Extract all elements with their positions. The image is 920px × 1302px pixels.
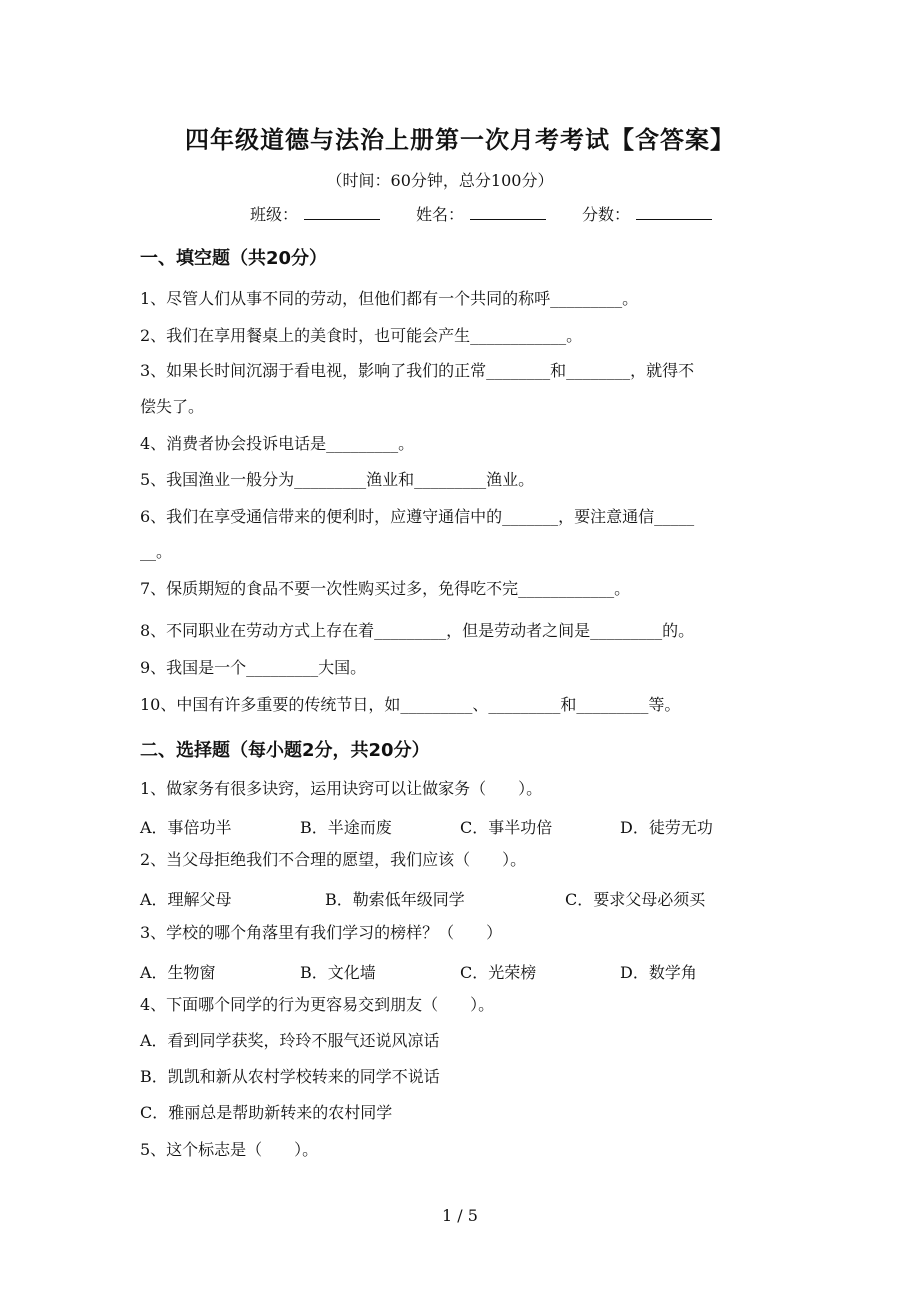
fill-question-6: 6、我们在享受通信带来的便利时，应遵守通信中的_______，要注意通信_____ xyxy=(140,507,695,526)
fill-question-8: 8、不同职业在劳动方式上存在着_________，但是劳动者之间是_________的。 xyxy=(140,621,695,640)
option-c[interactable]: C．要求父母必须买 xyxy=(565,890,706,909)
option-a[interactable]: A．事倍功半 xyxy=(140,818,232,837)
name-label: 姓名： xyxy=(416,205,465,224)
option-c[interactable]: C．光荣榜 xyxy=(460,963,537,982)
student-info-row xyxy=(250,202,748,225)
name-field xyxy=(416,202,546,225)
option-a[interactable]: A．生物窗 xyxy=(140,963,216,982)
choice-question-3: 3、学校的哪个角落里有我们学习的榜样？（ ） xyxy=(140,923,503,942)
fill-question-10: 10、中国有许多重要的传统节日，如_________、_________和_________等。 xyxy=(140,695,681,714)
fill-question-1: 1、尽管人们从事不同的劳动，但他们都有一个共同的称呼_________。 xyxy=(140,289,639,308)
option-a[interactable]: A．看到同学获奖，玲玲不服气还说风凉话 xyxy=(140,1031,440,1050)
choice-question-1-options xyxy=(140,815,713,838)
name-blank[interactable] xyxy=(470,205,546,220)
choice-question-2: 2、当父母拒绝我们不合理的愿望，我们应该（ ）。 xyxy=(140,850,527,869)
option-c[interactable]: C．事半功倍 xyxy=(460,818,553,837)
choice-question-1: 1、做家务有很多诀窍，运用诀窍可以让做家务（ ）。 xyxy=(140,779,543,798)
section-choice-title: 二、选择题（每小题2分，共20分） xyxy=(140,740,430,761)
option-b[interactable]: B．勒索低年级同学 xyxy=(325,890,465,909)
score-blank[interactable] xyxy=(636,205,712,220)
choice-question-3-options xyxy=(140,960,697,983)
class-label: 班级： xyxy=(250,205,299,224)
option-d[interactable]: D．徒劳无功 xyxy=(620,818,713,837)
fill-question-7: 7、保质期短的食品不要一次性购买过多，免得吃不完____________。 xyxy=(140,579,631,598)
option-a[interactable]: A．理解父母 xyxy=(140,890,232,909)
exam-time-info: （时间：60分钟，总分100分） xyxy=(326,171,554,190)
option-b[interactable]: B．凯凯和新从农村学校转来的同学不说话 xyxy=(140,1067,440,1086)
class-field xyxy=(250,202,380,225)
option-b[interactable]: B．半途而废 xyxy=(300,818,392,837)
fill-question-3-cont: 偿失了。 xyxy=(140,397,205,416)
page-title: 四年级道德与法治上册第一次月考考试【含答案】 xyxy=(185,126,735,154)
class-blank[interactable] xyxy=(304,205,380,220)
fill-question-6-cont: __。 xyxy=(140,542,173,561)
score-field xyxy=(582,202,712,225)
score-label: 分数： xyxy=(582,205,631,224)
page-number: 1 / 5 xyxy=(442,1206,478,1225)
fill-question-9: 9、我国是一个_________大国。 xyxy=(140,658,367,677)
choice-question-5: 5、这个标志是（ ）。 xyxy=(140,1140,319,1159)
fill-question-4: 4、消费者协会投诉电话是_________。 xyxy=(140,434,415,453)
choice-question-2-options xyxy=(140,887,705,910)
section-fill-blank-title: 一、填空题（共20分） xyxy=(140,248,328,269)
option-b[interactable]: B．文化墙 xyxy=(300,963,376,982)
option-d[interactable]: D．数学角 xyxy=(620,963,697,982)
fill-question-5: 5、我国渔业一般分为_________渔业和_________渔业。 xyxy=(140,470,535,489)
fill-question-3: 3、如果长时间沉溺于看电视，影响了我们的正常________和________，就得不 xyxy=(140,361,695,380)
fill-question-2: 2、我们在享用餐桌上的美食时，也可能会产生____________。 xyxy=(140,326,583,345)
option-c[interactable]: C．雅丽总是帮助新转来的农村同学 xyxy=(140,1103,393,1122)
choice-question-4: 4、下面哪个同学的行为更容易交到朋友（ ）。 xyxy=(140,995,495,1014)
